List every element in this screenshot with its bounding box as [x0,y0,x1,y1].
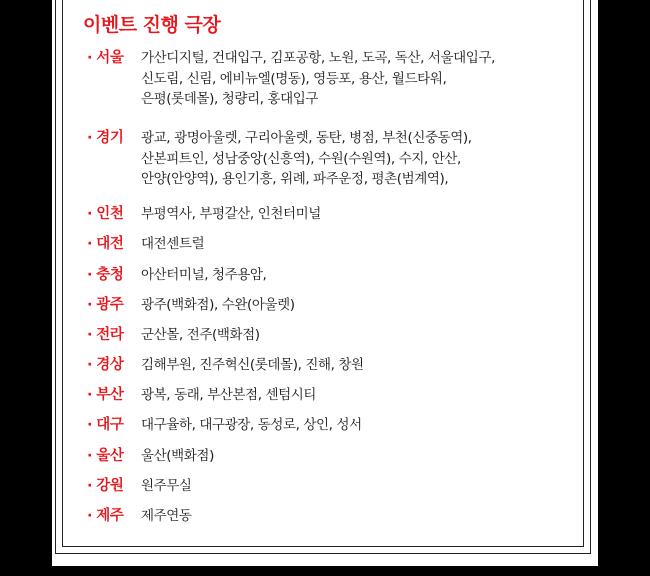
region-label [87,506,141,527]
bullet-marker: · [87,387,93,403]
theater-line: 아산터미널, 청주용암, [141,267,267,283]
theater-list [141,48,567,110]
theater-list [141,446,567,467]
theater-list [141,415,567,436]
event-theaters-title: 이벤트 진행 극장 [83,14,221,36]
theater-list [141,506,567,527]
bullet-marker: · [87,236,93,252]
region-label [87,476,141,497]
theater-line: 원주무실 [141,478,192,494]
theater-line: 대전센트럴 [141,236,205,252]
region-row [87,295,567,316]
theater-list [141,295,567,316]
region-label [87,355,141,376]
region-label [87,295,141,316]
bullet-marker: · [87,417,93,433]
bullet-marker: · [87,50,93,66]
region-row [87,325,567,346]
theater-line: 광주(백화점), 수완(아울렛) [141,297,295,313]
region-name: 대전 [96,236,124,252]
region-label [87,204,141,225]
region-name: 경기 [96,130,124,146]
theater-line: 부평역사, 부평갈산, 인천터미널 [141,206,321,222]
region-name: 경상 [96,357,124,373]
theater-line: 신도림, 신림, 에비뉴엘(명동), 영등포, 용산, 월드타워, [141,70,447,87]
theater-list [141,234,567,255]
region-name: 충청 [96,267,124,283]
bullet-marker: · [87,357,93,373]
bullet-marker: · [87,327,93,343]
region-row [87,48,567,110]
region-row [87,506,567,527]
theater-list [141,128,567,190]
region-row [87,265,567,286]
theater-line: 산본피트인, 성남중앙(신흥역), 수원(수원역), 수지, 안산, [141,150,461,167]
region-row [87,204,567,225]
region-row [87,234,567,255]
region-label [87,265,141,286]
theater-line: 군산몰, 전주(백화점) [141,327,260,343]
region-name: 전라 [96,327,124,343]
region-name: 울산 [96,448,124,464]
theater-line: 가산디지털, 건대입구, 김포공항, 노원, 도곡, 독산, 서울대입구, [141,50,495,66]
region-label [87,446,141,467]
region-name: 서울 [96,50,124,66]
bullet-marker: · [87,448,93,464]
theater-line: 안양(안양역), 용인기흥, 위례, 파주운정, 평촌(범계역), [141,171,449,187]
theater-list [141,355,567,376]
theater-line: 광교, 광명아울렛, 구리아울렛, 동탄, 병점, 부천(신중동역), [141,130,472,146]
theater-line: 광복, 동래, 부산본점, 센텀시티 [141,387,317,403]
theater-line: 제주연동 [141,508,192,524]
region-label [87,415,141,436]
region-name: 인천 [96,206,124,222]
theater-list [141,385,567,406]
bullet-marker: · [87,130,93,146]
region-label [87,385,141,406]
region-row [87,128,567,190]
theater-line: 김해부원, 진주혁신(롯데몰), 진해, 창원 [141,357,364,373]
region-label [87,128,141,149]
bullet-marker: · [87,206,93,222]
region-label [87,234,141,255]
theater-list [141,204,567,225]
region-row [87,415,567,436]
bullet-marker: · [87,478,93,494]
theater-line: 대구율하, 대구광장, 동성로, 상인, 성서 [141,417,362,433]
region-name: 제주 [96,508,124,524]
region-row [87,355,567,376]
bullet-marker: · [87,297,93,313]
theater-list [141,265,567,286]
theater-line: 은평(롯데몰), 청량리, 홍대입구 [141,91,318,107]
region-name: 광주 [96,297,124,313]
region-row [87,385,567,406]
theater-line: 울산(백화점) [141,448,214,464]
bullet-marker: · [87,508,93,524]
theater-list [141,325,567,346]
region-row [87,476,567,497]
region-name: 대구 [96,417,124,433]
theater-list [141,476,567,497]
bullet-marker: · [87,267,93,283]
region-name: 부산 [96,387,124,403]
region-label [87,48,141,69]
region-row [87,446,567,467]
region-label [87,325,141,346]
region-name: 강원 [96,478,124,494]
